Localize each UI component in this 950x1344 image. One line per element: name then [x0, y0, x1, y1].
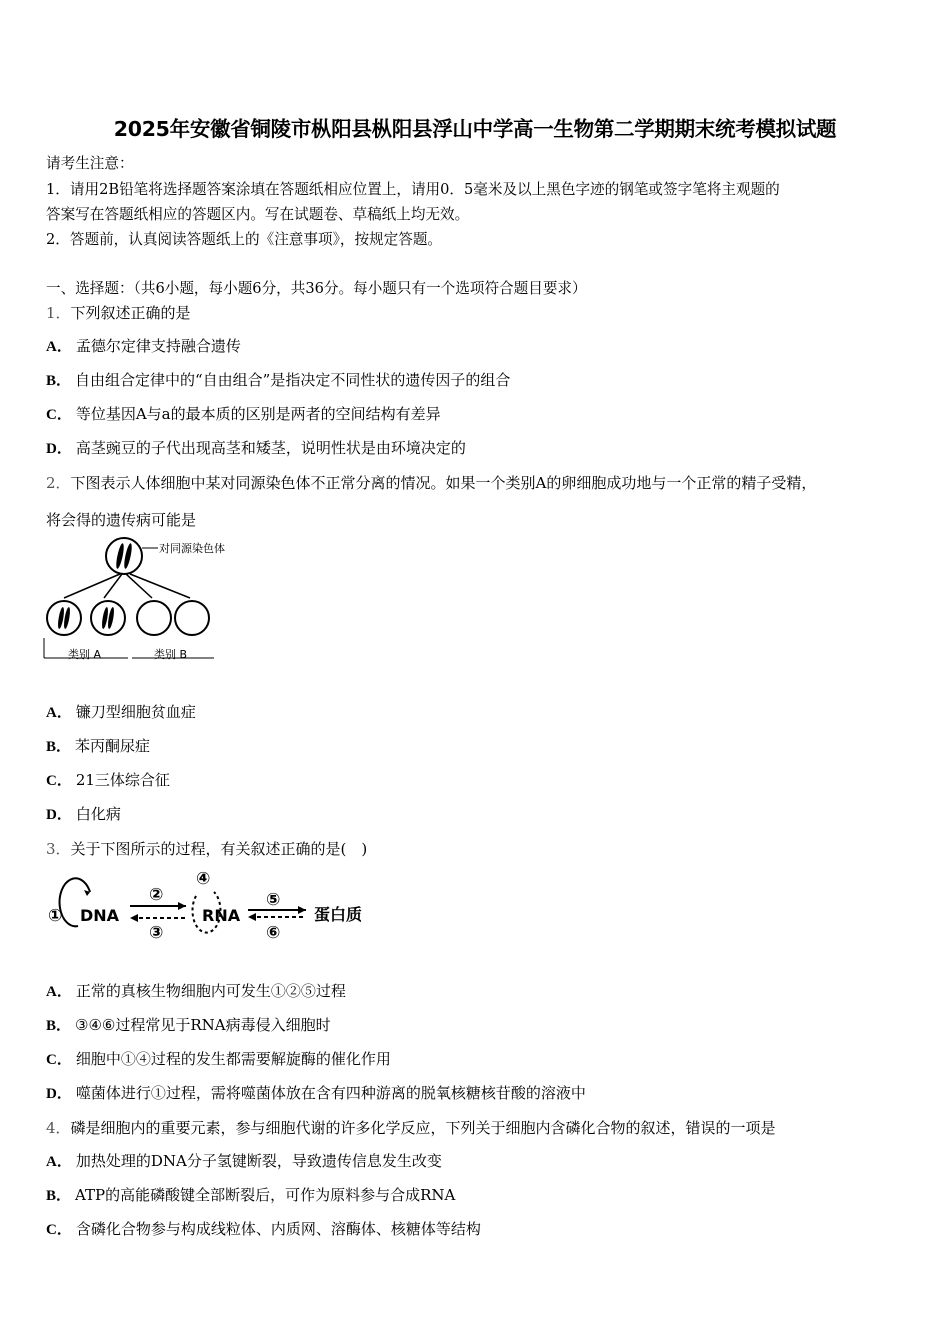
option-letter: C．	[46, 773, 72, 789]
option-text: 苯丙酮尿症	[75, 737, 151, 755]
question-text: 下列叙述正确的是	[70, 304, 191, 322]
option-text: ATP的高能磷酸键全部断裂后，可作为原料参与合成RNA	[75, 1186, 456, 1204]
q1-option-d[interactable]	[46, 437, 466, 458]
q3-option-b[interactable]	[46, 1014, 331, 1035]
option-letter: B．	[46, 739, 72, 755]
option-text: 21三体综合征	[75, 771, 170, 789]
option-letter: B．	[46, 1018, 72, 1034]
question-text: 关于下图所示的过程，有关叙述正确的是( )	[70, 840, 368, 858]
question-number: 1．	[46, 304, 71, 322]
label-rna: RNA	[202, 906, 241, 925]
notice-line-3: 2．答题前，认真阅读答题纸上的《注意事项》，按规定答题。	[46, 231, 443, 248]
label-class-a: 类别 A	[68, 648, 102, 661]
option-letter: D．	[46, 441, 72, 457]
option-letter: A．	[46, 705, 72, 721]
q2-option-a[interactable]	[46, 701, 196, 722]
option-letter: A．	[46, 339, 72, 355]
question-1-stem	[46, 302, 191, 323]
option-text: 细胞中①④过程的发生都需要解旋酶的催化作用	[75, 1050, 391, 1068]
option-letter: A．	[46, 1154, 72, 1170]
option-letter: D．	[46, 807, 72, 823]
section-heading: 一、选择题：（共6小题，每小题6分，共36分。每小题只有一个选项符合题目要求）	[46, 280, 587, 297]
question-2-stem	[46, 472, 816, 493]
label-5: ⑤	[266, 890, 281, 910]
label-6: ⑥	[266, 923, 281, 943]
gamete-b1	[137, 601, 171, 635]
option-text: 加热处理的DNA分子氢键断裂，导致遗传信息发生改变	[75, 1152, 442, 1170]
question-number: 2．	[46, 474, 71, 492]
q4-option-b[interactable]	[46, 1184, 455, 1205]
option-letter: A．	[46, 984, 72, 1000]
option-text: ③④⑥过程常见于RNA病毒侵入细胞时	[75, 1016, 331, 1034]
label-4: ④	[196, 869, 211, 889]
label-class-b: 类别 B	[154, 648, 188, 661]
nondisjunction-diagram	[40, 534, 245, 666]
gamete-b2	[175, 601, 209, 635]
option-letter: B．	[46, 1188, 72, 1204]
q1-option-b[interactable]	[46, 369, 510, 390]
q4-option-a[interactable]	[46, 1150, 442, 1171]
gamete-a2	[91, 601, 125, 635]
label-1: ①	[48, 906, 63, 926]
option-letter: C．	[46, 407, 72, 423]
q3-option-c[interactable]	[46, 1048, 391, 1069]
page-title: 2025年安徽省铜陵市枞阳县枞阳县浮山中学高一生物第二学期期末统考模拟试题	[113, 117, 837, 141]
option-text: 含磷化合物参与构成线粒体、内质网、溶酶体、核糖体等结构	[75, 1220, 481, 1238]
q4-option-c[interactable]	[46, 1218, 481, 1239]
question-number: 3．	[46, 840, 71, 858]
label-homologous-pair: 对同源染色体	[159, 542, 225, 555]
notice-line-2: 答案写在答题纸相应的答题区内。写在试题卷、草稿纸上均无效。	[46, 206, 470, 223]
notice-line-1: 1．请用2B铅笔将选择题答案涂填在答题纸相应位置上，请用0．5毫米及以上黑色字迹的钢笔或签字笔将主观题的	[46, 181, 780, 198]
q3-option-a[interactable]	[46, 980, 346, 1001]
option-text: 孟德尔定律支持融合遗传	[75, 337, 241, 355]
option-text: 镰刀型细胞贫血症	[75, 703, 196, 721]
question-text: 磷是细胞内的重要元素，参与细胞代谢的许多化学反应，下列关于细胞内含磷化合物的叙述，错误的一项是	[70, 1119, 776, 1137]
question-4-stem	[46, 1117, 776, 1138]
option-letter: B．	[46, 373, 72, 389]
gamete-a1	[47, 601, 81, 635]
q2-option-d[interactable]	[46, 803, 121, 824]
label-2: ②	[149, 885, 164, 905]
option-letter: C．	[46, 1222, 72, 1238]
question-2-stem-continued: 将会得的遗传病可能是	[46, 511, 197, 529]
label-dna: DNA	[80, 906, 120, 925]
q2-option-c[interactable]	[46, 769, 170, 790]
label-protein: 蛋白质	[314, 905, 363, 924]
option-letter: C．	[46, 1052, 72, 1068]
option-text: 白化病	[75, 805, 121, 823]
notice-heading: 请考生注意：	[46, 155, 134, 172]
option-text: 噬菌体进行①过程，需将噬菌体放在含有四种游离的脱氧核糖核苷酸的溶液中	[75, 1084, 586, 1102]
q2-option-b[interactable]	[46, 735, 150, 756]
question-text: 下图表示人体细胞中某对同源染色体不正常分离的情况。如果一个类别A的卵细胞成功地与一个正常的精子受精，	[70, 474, 817, 492]
question-3-stem	[46, 838, 367, 859]
label-3: ③	[149, 923, 164, 943]
central-dogma-diagram	[44, 866, 384, 946]
option-text: 正常的真核生物细胞内可发生①②⑤过程	[75, 982, 346, 1000]
option-text: 自由组合定律中的“自由组合”是指决定不同性状的遗传因子的组合	[75, 371, 511, 389]
q1-option-a[interactable]	[46, 335, 241, 356]
parent-cell	[106, 538, 142, 574]
option-text: 等位基因A与a的最本质的区别是两者的空间结构有差异	[75, 405, 441, 423]
option-text: 高茎豌豆的子代出现高茎和矮茎，说明性状是由环境决定的	[75, 439, 466, 457]
question-number: 4．	[46, 1119, 71, 1137]
q3-option-d[interactable]	[46, 1082, 586, 1103]
q1-option-c[interactable]	[46, 403, 441, 424]
option-letter: D．	[46, 1086, 72, 1102]
